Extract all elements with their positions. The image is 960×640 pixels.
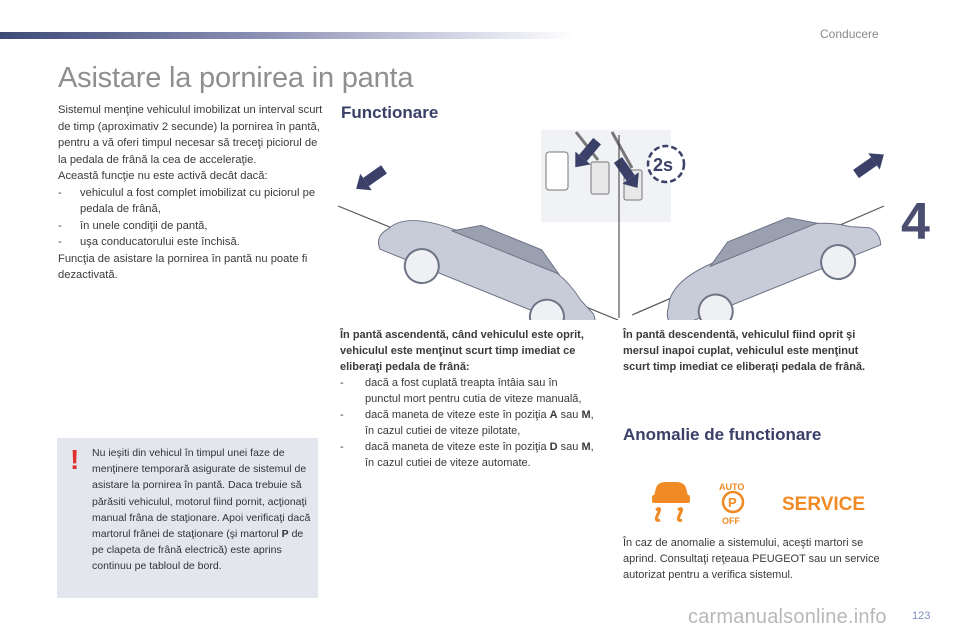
esp-skid-icon [652,482,690,520]
timer-2s-icon [648,146,684,182]
svg-text:P: P [728,495,737,510]
uphill-item: - dacă maneta de viteze este în poziţia A sau M, în cazul cutiei de viteze pilotate, [340,409,594,437]
functionare-heading: Functionare [341,103,439,122]
uphill-intro: În pantă ascendentă, când vehiculul este oprit, vehiculul este menţinut scurt timp imediat ce eliberaţi pedala de frână: [340,329,584,373]
hill-start-illustration [336,130,888,320]
warning-box [57,438,318,598]
intro-note: Funcţia de asistare la pornirea în pantă nu poate fi dezactivată. [58,252,308,281]
uphill-item: - dacă a fost cuplată treapta întâia sau în punctul mort pentru cutia de viteze manuală, [340,377,582,405]
intro-paragraph: Sistemul menţine vehiculul imobilizat un interval scurt de timp (aproximativ 2 secunde) la pornirea în pantă, pentru a vă oferi timpul necesar să treceţi piciorul de la pedala de frână la cea de acceleraţie. [58,104,323,166]
page-title: Asistare la pornirea in panta [58,62,414,94]
warning-icon: ! [70,444,80,475]
page-number: 123 [912,610,931,622]
car-downhill [650,189,888,320]
condition-item: - uşa conducatorului este închisă. [58,236,240,248]
intro-text [58,102,323,284]
anomalie-heading: Anomalie de functionare [623,425,822,444]
service-icon: SERVICE [782,494,866,515]
uphill-text [340,327,595,471]
condition-item: - în unele condiţii de pantă, [58,219,208,232]
svg-text:2s: 2s [653,155,674,175]
condition-item: - vehiculul a fost complet imobilizat cu piciorul pe pedala de frână, [58,186,316,215]
auto-p-off-icon [719,482,744,526]
pedals-panel [541,130,674,222]
arrow-up-left-icon [350,161,389,197]
svg-text:OFF: OFF [722,516,740,526]
header-gradient-bar [0,32,575,39]
section-title: Conducere [820,27,879,41]
downhill-text: În pantă descendentă, vehiculul fiind oprit şi mersul inapoi cuplat, vehiculul este menţinut scurt timp imediat ce eliberaţi pedala de frână. [623,329,866,373]
arrow-up-right-icon [850,146,888,182]
anomalie-text: În caz de anomalie a sistemului, aceşti martori se aprind. Consultaţi reţeaua PEUGEOT sau un service autorizat pentru a verifica sistemul. [623,537,880,581]
intro-condition-lead: Această funcţie nu este activă decât dacă: [58,170,268,182]
uphill-item: - dacă maneta de viteze este în poziţia D sau M, în cazul cutiei de viteze automate. [340,441,594,469]
chapter-number: 4 [901,193,930,251]
svg-text:AUTO: AUTO [719,482,745,492]
warning-text: Nu ieşiti din vehicul în timpul unei faze de menţinere temporară asigurate de sistemul de asistare la pornirea în pantă. Daca trebuie să părăsiti vehiculul, motorul fiind pornit, acţionaţi manual frâna de staţionare. Apoi verificaţi dacă martorul frânei de staţionare (şi martorul P de pe clapeta de frână electrică) este aprins continuu pe tabloul de bord. [92,447,311,573]
watermark: carmanualsonline.info [688,606,887,628]
warning-lights-row [648,480,868,526]
